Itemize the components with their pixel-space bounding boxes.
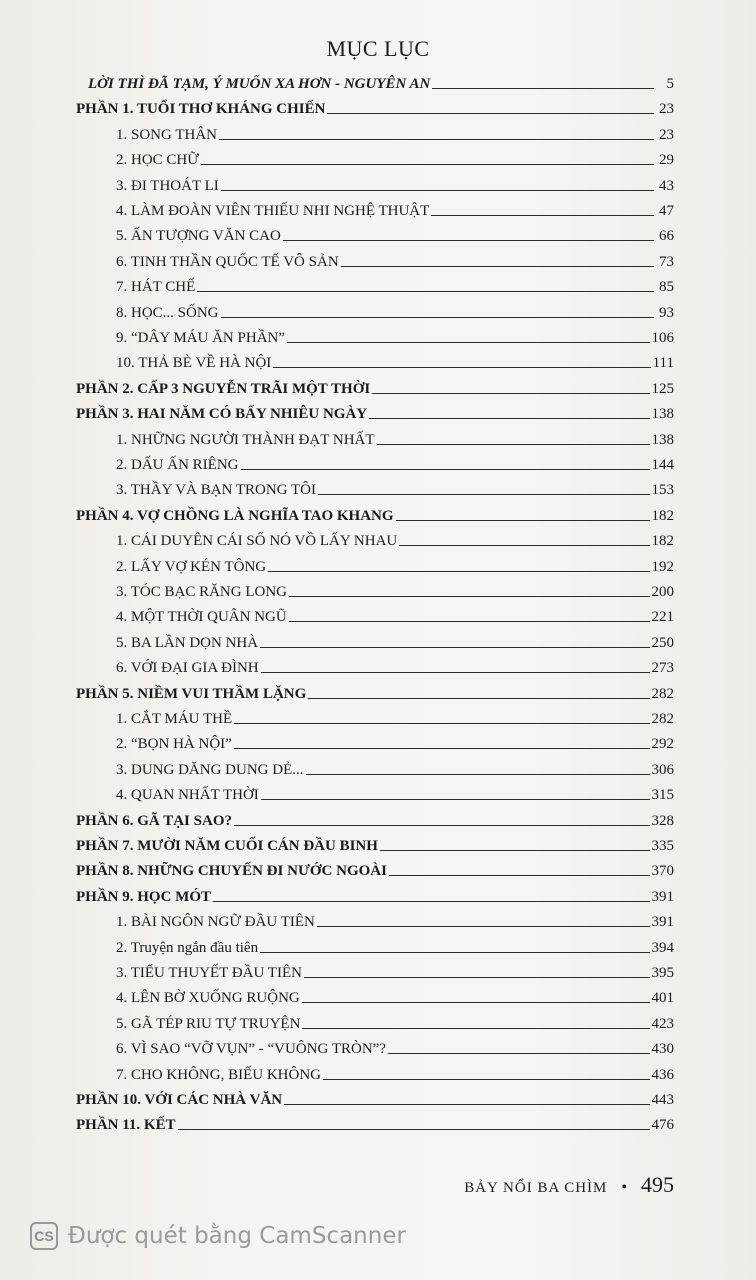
toc-entry-title: 6. TINH THẦN QUỐC TẾ VÔ SẢN bbox=[116, 253, 339, 270]
toc-page-number: 66 bbox=[659, 228, 674, 245]
toc-chapter-row bbox=[116, 1011, 674, 1033]
toc-leader-line bbox=[372, 393, 649, 394]
toc-leader-line bbox=[201, 164, 654, 165]
toc-entry-title: LỜI THÌ ĐÃ TẠM, Ý MUỐN XA HƠN - NGUYÊN AN bbox=[88, 76, 431, 92]
toc-entry-title: PHẦN 8. NHỮNG CHUYẾN ĐI NƯỚC NGOÀI bbox=[76, 863, 387, 880]
toc-entry-title: 1. SONG THÂN bbox=[116, 126, 217, 143]
toc-chapter-row bbox=[116, 935, 674, 957]
toc-entry-title: 4. QUAN NHẤT THỜI bbox=[116, 787, 259, 804]
toc-entry-title: 4. MỘT THỜI QUÂN NGŨ bbox=[116, 609, 287, 626]
toc-chapter-row bbox=[116, 223, 674, 245]
toc-entry-title: PHẦN 9. HỌC MÓT bbox=[76, 888, 211, 905]
toc-chapter-row bbox=[116, 554, 674, 576]
toc-chapter-row bbox=[116, 198, 674, 220]
toc-leader-line bbox=[219, 139, 654, 140]
toc-leader-line bbox=[234, 748, 650, 749]
toc-page-number: 5 bbox=[666, 76, 674, 92]
toc-leader-line bbox=[268, 571, 649, 572]
toc-leader-line bbox=[213, 901, 650, 902]
toc-chapter-row bbox=[116, 604, 674, 626]
toc-chapter-row bbox=[116, 452, 674, 474]
toc-leader-line bbox=[284, 1104, 649, 1105]
toc-chapter-row bbox=[116, 960, 674, 982]
toc-chapter-row bbox=[116, 249, 674, 271]
toc-entry-title: 5. GÃ TÉP RIU TỰ TRUYỆN bbox=[116, 1015, 301, 1032]
toc-part-row bbox=[76, 503, 674, 525]
toc-chapter-row bbox=[116, 1062, 674, 1084]
toc-page-number: 182 bbox=[651, 507, 674, 524]
toc-leader-line bbox=[178, 1129, 650, 1130]
toc-page-number: 111 bbox=[652, 355, 674, 372]
toc-leader-line bbox=[289, 596, 650, 597]
toc-leader-line bbox=[260, 647, 649, 648]
toc-leader-line bbox=[399, 545, 649, 546]
toc-leader-line bbox=[388, 1053, 650, 1054]
toc-page-number: 192 bbox=[651, 558, 674, 575]
toc-page-number: 221 bbox=[651, 609, 674, 626]
toc-page-number: 73 bbox=[659, 253, 674, 270]
toc-entry-title: 10. THẢ BÈ VỀ HÀ NỘI bbox=[116, 355, 272, 372]
toc-chapter-row bbox=[116, 630, 674, 652]
toc-entry-title: PHẦN 2. CẤP 3 NGUYỄN TRÃI MỘT THỜI bbox=[76, 380, 371, 397]
toc-leader-line bbox=[308, 698, 649, 699]
toc-page-number: 315 bbox=[651, 787, 674, 804]
toc-leader-line bbox=[287, 342, 649, 343]
toc-page-number: 43 bbox=[659, 177, 674, 194]
toc-leader-line bbox=[432, 88, 654, 89]
toc-leader-line bbox=[304, 977, 650, 978]
toc-page-number: 182 bbox=[651, 533, 674, 550]
toc-entry-title: PHẦN 11. KẾT bbox=[76, 1117, 176, 1134]
toc-chapter-row bbox=[116, 147, 674, 169]
toc-chapter-row bbox=[116, 528, 674, 550]
footer-page-number: 495 bbox=[641, 1172, 674, 1197]
toc-leader-line bbox=[283, 240, 654, 241]
toc-entry-title: 2. LẤY VỢ KÉN TÔNG bbox=[116, 558, 267, 575]
camscanner-logo-icon: CS bbox=[30, 1222, 58, 1250]
toc-part-row bbox=[76, 681, 674, 703]
toc-page-number: 23 bbox=[659, 101, 674, 118]
toc-leader-line bbox=[306, 774, 650, 775]
toc-page-number: 153 bbox=[651, 482, 674, 499]
toc-page-number: 430 bbox=[651, 1041, 674, 1058]
page-title: MỤC LỤC bbox=[326, 36, 430, 61]
toc-page-number: 200 bbox=[651, 584, 674, 600]
toc-leader-line bbox=[234, 825, 650, 826]
toc-page-number: 125 bbox=[651, 380, 674, 397]
toc-entry-title: PHẦN 10. VỚI CÁC NHÀ VĂN bbox=[76, 1092, 283, 1108]
toc-chapter-row bbox=[116, 173, 674, 195]
toc-entry-title: 2. HỌC CHỮ bbox=[116, 152, 199, 169]
footer-separator: • bbox=[621, 1179, 627, 1196]
scanner-watermark bbox=[30, 1220, 406, 1252]
toc-leader-line bbox=[241, 469, 650, 470]
toc-page-number: 394 bbox=[651, 939, 674, 956]
toc-leader-line bbox=[327, 113, 654, 114]
toc-part-row bbox=[76, 1112, 674, 1134]
toc-chapter-row bbox=[116, 427, 674, 449]
toc-entry-title: 7. HÁT CHẾ bbox=[116, 279, 196, 296]
toc-entry-title: PHẦN 5. NIỀM VUI THẦM LẶNG bbox=[76, 685, 307, 702]
toc-part-row bbox=[76, 833, 674, 855]
toc-chapter-row bbox=[116, 1036, 674, 1058]
toc-entry-title: 8. HỌC... SỐNG bbox=[116, 304, 219, 321]
toc-page-number: 292 bbox=[651, 736, 674, 753]
toc-leader-line bbox=[389, 875, 650, 876]
toc-part-row bbox=[76, 376, 674, 398]
toc-page-number: 335 bbox=[651, 838, 674, 854]
toc-leader-line bbox=[377, 444, 650, 445]
toc-leader-line bbox=[302, 1002, 650, 1003]
toc-page-number: 306 bbox=[651, 761, 674, 778]
toc-preface-row bbox=[88, 71, 674, 93]
toc-leader-line bbox=[273, 367, 650, 368]
toc-page-number: 476 bbox=[651, 1117, 674, 1134]
toc-page-number: 401 bbox=[651, 990, 674, 1007]
footer-book-title: BẢY NỔI BA CHÌM bbox=[464, 1180, 608, 1196]
toc-page-number: 391 bbox=[651, 888, 674, 905]
toc-entry-title: 3. TIỂU THUYẾT ĐẦU TIÊN bbox=[116, 965, 302, 981]
toc-entry-title: 1. BÀI NGÔN NGỮ ĐẦU TIÊN bbox=[116, 914, 315, 931]
toc-page-number: 93 bbox=[659, 304, 674, 321]
toc-entry-title: 6. VỚI ĐẠI GIA ĐÌNH bbox=[116, 660, 259, 677]
toc-page-number: 391 bbox=[651, 914, 674, 931]
toc-entry-title: 9. “DÂY MÁU ĂN PHẦN” bbox=[116, 330, 286, 346]
toc-page-number: 144 bbox=[651, 457, 674, 473]
toc-leader-line bbox=[317, 926, 650, 927]
toc-leader-line bbox=[261, 672, 650, 673]
toc-entry-title: 3. THẦY VÀ BẠN TRONG TÔI bbox=[116, 482, 317, 499]
toc-part-row bbox=[76, 884, 674, 906]
toc-leader-line bbox=[221, 317, 654, 318]
toc-page-number: 282 bbox=[651, 711, 674, 727]
toc-leader-line bbox=[341, 266, 654, 267]
toc-entry-title: 2. Truyện ngắn đầu tiên bbox=[116, 939, 259, 956]
toc-leader-line bbox=[396, 520, 650, 521]
toc-part-row bbox=[76, 96, 674, 118]
toc-leader-line bbox=[260, 952, 649, 953]
toc-leader-line bbox=[302, 1028, 649, 1029]
toc-entry-title: 3. ĐI THOÁT LI bbox=[116, 177, 219, 194]
toc-page-number: 370 bbox=[651, 863, 674, 880]
toc-leader-line bbox=[369, 418, 649, 419]
toc-chapter-row bbox=[116, 655, 674, 677]
toc-entry-title: 7. CHO KHÔNG, BIẾU KHÔNG bbox=[116, 1066, 321, 1083]
toc-entry-title: PHẦN 3. HAI NĂM CÓ BẤY NHIÊU NGÀY bbox=[76, 406, 368, 423]
toc-chapter-row bbox=[116, 909, 674, 931]
toc-leader-line bbox=[261, 799, 650, 800]
toc-page-number: 106 bbox=[651, 330, 674, 346]
toc-entry-title: PHẦN 1. TUỔI THƠ KHÁNG CHIẾN bbox=[76, 101, 326, 118]
toc-chapter-row bbox=[116, 985, 674, 1007]
toc-entry-title: 1. CẮT MÁU THỀ bbox=[116, 711, 233, 727]
watermark-text: Được quét bằng CamScanner bbox=[68, 1223, 406, 1249]
toc-chapter-row bbox=[116, 274, 674, 296]
toc-chapter-row bbox=[116, 325, 674, 347]
toc-entry-title: PHẦN 7. MƯỜI NĂM CUỐI CÁN ĐẦU BINH bbox=[76, 838, 378, 854]
toc-page-number: 138 bbox=[651, 406, 674, 423]
toc-chapter-row bbox=[116, 477, 674, 499]
toc-page-number: 85 bbox=[659, 279, 674, 296]
toc-leader-line bbox=[318, 494, 649, 495]
toc-chapter-row bbox=[116, 757, 674, 779]
toc-chapter-row bbox=[116, 350, 674, 372]
toc-entry-title: PHẦN 6. GÃ TẠI SAO? bbox=[76, 812, 232, 829]
toc-leader-line bbox=[234, 723, 649, 724]
toc-chapter-row bbox=[116, 731, 674, 753]
toc-entry-title: 2. DẤU ẤN RIÊNG bbox=[116, 457, 239, 473]
toc-chapter-row bbox=[116, 782, 674, 804]
toc-entry-title: 2. “BỌN HÀ NỘI” bbox=[116, 736, 232, 753]
toc-entry-title: 3. TÓC BẠC RĂNG LONG bbox=[116, 584, 287, 600]
toc-page-number: 436 bbox=[651, 1066, 674, 1083]
toc-chapter-row bbox=[116, 579, 674, 601]
toc-leader-line bbox=[431, 215, 654, 216]
toc-leader-line bbox=[289, 621, 650, 622]
toc-entry-title: 3. DUNG DĂNG DUNG DẺ... bbox=[116, 761, 304, 778]
toc-page-number: 423 bbox=[651, 1015, 674, 1032]
toc-page-number: 282 bbox=[651, 685, 674, 702]
toc-entry-title: 5. BA LẦN DỌN NHÀ bbox=[116, 634, 259, 651]
toc-page-number: 47 bbox=[659, 203, 674, 219]
toc-page-number: 443 bbox=[651, 1092, 674, 1108]
toc-entry-title: 1. CÁI DUYÊN CÁI SỐ NÓ VỒ LẤY NHAU bbox=[116, 533, 398, 550]
toc-leader-line bbox=[323, 1079, 650, 1080]
page-footer bbox=[464, 1172, 674, 1198]
toc-entry-title: 5. ẤN TƯỢNG VĂN CAO bbox=[116, 228, 281, 245]
toc-page-number: 23 bbox=[659, 126, 674, 143]
toc-part-row bbox=[76, 808, 674, 830]
toc-leader-line bbox=[380, 850, 650, 851]
toc-entry-title: 4. LÀM ĐOÀN VIÊN THIẾU NHI NGHỆ THUẬT bbox=[116, 203, 430, 219]
toc-entry-title: 4. LÊN BỜ XUỐNG RUỘNG bbox=[116, 990, 300, 1007]
toc-part-row bbox=[76, 1087, 674, 1109]
toc-chapter-row bbox=[116, 122, 674, 144]
toc-leader-line bbox=[221, 190, 654, 191]
toc-page-number: 273 bbox=[651, 660, 674, 677]
toc-entry-title: PHẦN 4. VỢ CHỒNG LÀ NGHĨA TAO KHANG bbox=[76, 507, 394, 524]
toc-chapter-row bbox=[116, 300, 674, 322]
toc-entry-title: 1. NHỮNG NGƯỜI THÀNH ĐẠT NHẤT bbox=[116, 431, 375, 448]
toc-page-number: 29 bbox=[659, 152, 674, 169]
toc-page-number: 395 bbox=[651, 965, 674, 981]
toc-chapter-row bbox=[116, 706, 674, 728]
toc-page-number: 250 bbox=[651, 634, 674, 651]
toc-part-row bbox=[76, 858, 674, 880]
toc-page-number: 328 bbox=[651, 812, 674, 829]
toc-leader-line bbox=[197, 291, 654, 292]
toc-part-row bbox=[76, 401, 674, 423]
toc-entry-title: 6. VÌ SAO “VỠ VỤN” - “VUÔNG TRÒN”? bbox=[116, 1041, 386, 1058]
toc-page-number: 138 bbox=[651, 431, 674, 448]
